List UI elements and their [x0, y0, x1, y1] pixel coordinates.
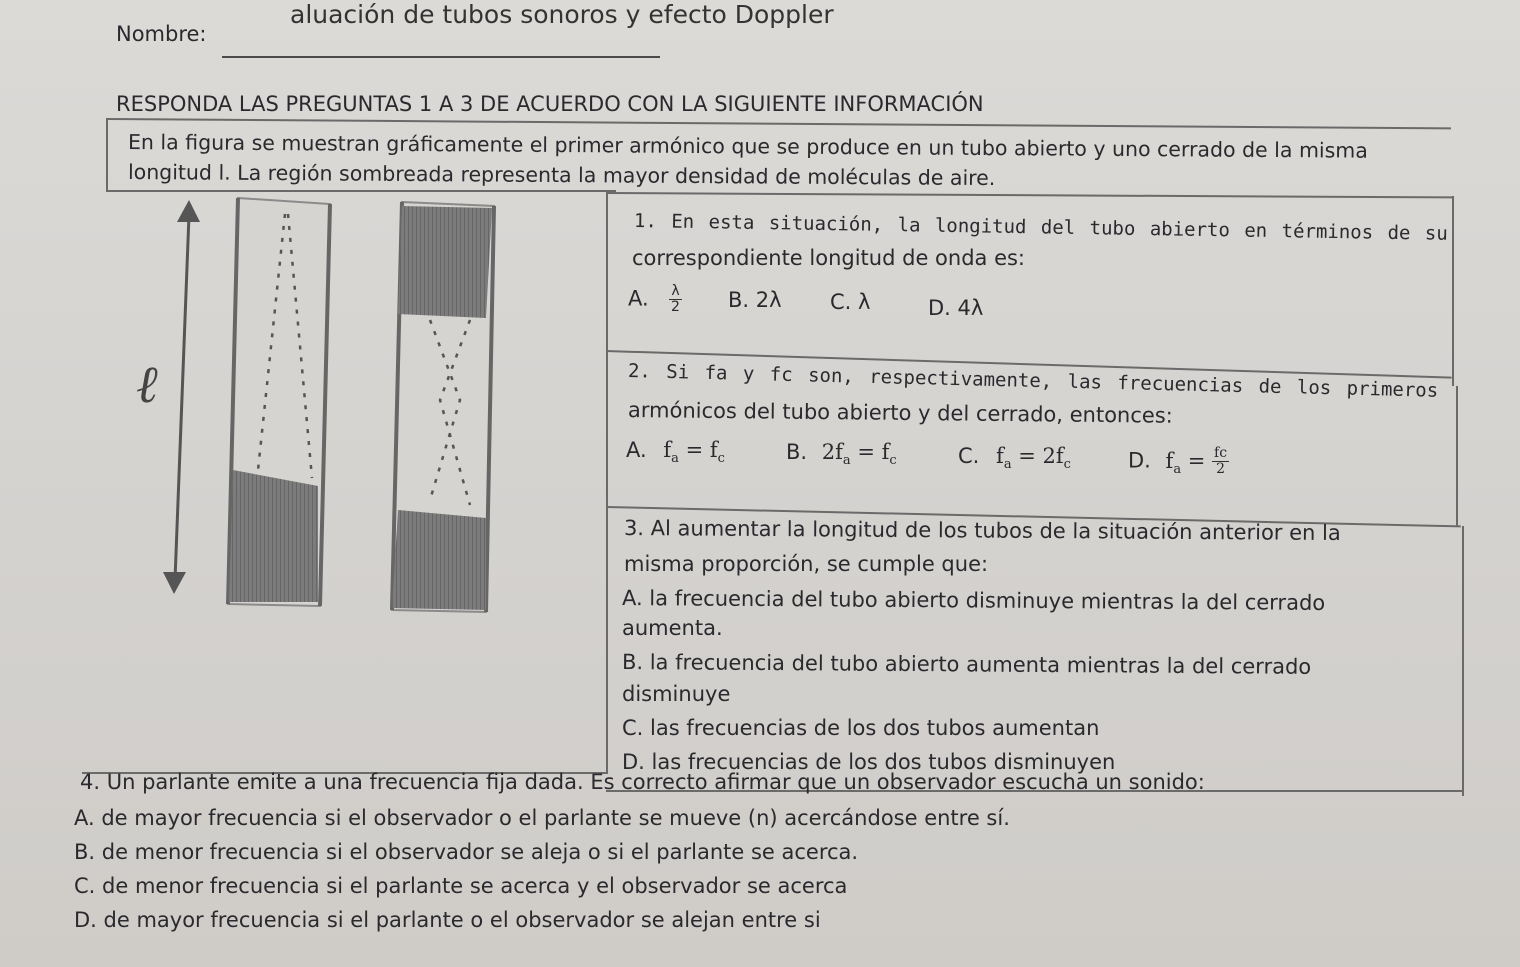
table-left-border [606, 192, 608, 772]
q3-option-c: C. las frecuencias de los dos tubos aumentan [622, 716, 1100, 740]
q3-stem-line-2: misma proporción, se cumple que: [624, 552, 989, 576]
q2-option-a: A. $f_a = f_c$ [626, 438, 725, 467]
open-tube [228, 198, 330, 606]
q4-option-b: B. de menor frecuencia si el observador se aleja o si el parlante se acerca. [74, 840, 859, 864]
context-line-1: En la figura se muestran gráficamente el primer armónico que se produce en un tubo abierto y uno cerrado de la misma [127, 130, 1368, 163]
q1-option-a [628, 284, 682, 315]
q2-option-b: B. $2f_a = f_c$ [786, 440, 897, 469]
q1-option-d: D. 4λ [928, 296, 984, 320]
q1-stem-line-2: correspondiente longitud de onda es: [632, 246, 1026, 270]
q3-stem-line-1: 3. Al aumentar la longitud de los tubos de la situación anterior en la [623, 516, 1341, 546]
q3-option-a-line-1: A. la frecuencia del tubo abierto disminuye mientras la del cerrado [621, 586, 1326, 615]
name-label: Nombre: [116, 22, 207, 46]
q2-stem-line-2: armónicos del tubo abierto y del cerrado, entonces: [627, 398, 1173, 428]
q3-option-b-line-2: disminuye [622, 682, 731, 706]
table-right-border [1452, 196, 1454, 386]
q1-option-b: B. 2λ [728, 288, 782, 312]
closed-tube [392, 202, 494, 612]
q1-option-a-fraction: $\frac{\lambda}{2}$ [671, 283, 680, 315]
table-right-border-lower [1456, 386, 1458, 526]
q3-option-b-line-1: B. la frecuencia del tubo abierto aumenta mientras la del cerrado [621, 650, 1312, 679]
q2-option-d: D. $f_a$ = $\frac{fc}{2}$ [1128, 445, 1228, 477]
q4-stem: 4. Un parlante emite a una frecuencia fija dada. Es correcto afirmar que un observador escucha un sonido: [80, 770, 1205, 794]
q4-option-d: D. de mayor frecuencia si el parlante o el observador se alejan entre si [74, 908, 821, 932]
context-line-2: longitud l. La región sombreada representa la mayor densidad de moléculas de aire. [127, 160, 996, 191]
q2-option-d-fraction: $\frac{fc}{2}$ [1214, 445, 1228, 477]
q2-stem-line-1: 2. Si fa y fc son, respectivamente, las frecuencias de los primeros [627, 360, 1439, 402]
q4-option-c: C. de menor frecuencia si el parlante se acerca y el observador se acerca [74, 874, 848, 898]
worksheet-title: aluación de tubos sonoros y efecto Doppler [290, 0, 834, 29]
q3-option-a-line-2: aumenta. [622, 616, 723, 640]
q2-option-c: C. $f_a = 2f_c$ [958, 444, 1071, 473]
q1-option-c: C. λ [830, 290, 871, 314]
q4-option-a: A. de mayor frecuencia si el observador o el parlante se mueve (n) acercándose entre sí. [74, 806, 1010, 830]
length-symbol: ℓ [136, 355, 158, 415]
instructions: RESPONDA LAS PREGUNTAS 1 A 3 DE ACUERDO CON LA SIGUIENTE INFORMACIÓN [116, 92, 984, 116]
q1-stem-line-1: 1. En esta situación, la longitud del tubo abierto en términos de su [633, 210, 1448, 245]
q1-option-a-label: A. [628, 286, 649, 311]
table-right-border-bottom [1462, 526, 1464, 796]
length-arrow [163, 200, 200, 594]
q3-option-d: D. las frecuencias de los dos tubos disminuyen [622, 750, 1116, 774]
